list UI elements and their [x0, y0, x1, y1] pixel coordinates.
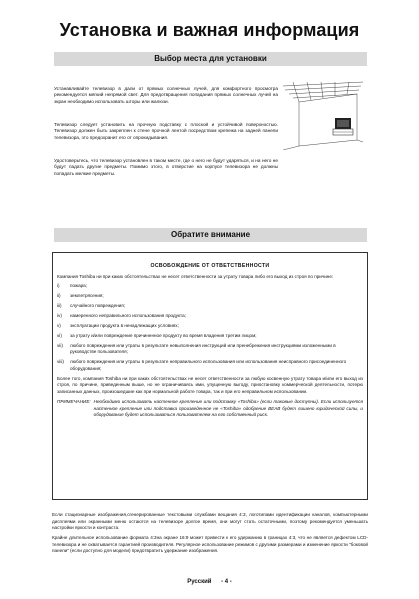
placement-paragraph-2: Телевизор следует установить на прочную подставку с плоской и устойчивой поверхностью. Телевизор должен быть закреплен к стене прочной лентой посредством крепежа на задней панели телевизора, это предохранит его от опрокидывания.	[54, 122, 278, 140]
placement-paragraph-1: Устанавливайте телевизор в дали от прямых солнечных лучей, для комфортного просмотра рекомендуется мягкий непрямой свет. Для предотвращения попадания прямых солнечных лучей на экран необходимо использовать шторы или жалюзи.	[54, 86, 278, 104]
disclaimer-title: ОСВОБОЖДЕНИЕ ОТ ОТВЕТСТВЕННОСТИ	[150, 263, 270, 269]
disclaimer-item: ii) землетрясения;	[57, 293, 104, 299]
disclaimer-item: v) эксплуатации продукта в ненадлежащих условиях;	[57, 322, 179, 328]
disclaimer-item: iv) намеренного неправильного использования продукта;	[57, 312, 186, 318]
tv-icon	[333, 118, 353, 135]
footer-page-number: - 4 -	[221, 579, 232, 585]
section-header-attention: Обратите внимание	[54, 228, 367, 242]
footer-language: Русский	[187, 579, 212, 585]
placement-paragraph-3: Удостоверьтесь, что телевизор установлен в таком месте, где о него не будут ударяться, и на него не будут падать другие предметы. Помимо этого, в отверстие на корпусе телевизора не должны попадать мелкие предметы.	[54, 158, 278, 176]
image-retention-paragraph: Если стационарные изображения,сгенерированные текстовыми службами вещания 4:3, логотипами идентификации каналов, компьютерными дисплеями или экранными меню остаются на телевизоре долгое время, они могут стать остаточными, поэтому рекомендуется уменьшать настройки яркости и контраста.	[52, 512, 368, 531]
disclaimer-item: iii) случайного повреждения;	[57, 302, 126, 308]
disclaimer-item: vi) за утрату и/или повреждение причиненное продукту во время владения третим лицом;	[57, 332, 257, 338]
note-body: Необходимо использовать настенное крепление или подставку «Toshiba» (если таковые доступны). Если используется настенное крепление или подставка произведенное не «Toshiba» одобрение BEAB будет лишено юридической силы, и оборудование будет использоваться пользователем на его собственный риск.	[93, 399, 363, 418]
disclaimer-item: viii) любого повреждения или утраты в результате неправильного использования или использования неисправного присоединенного оборудования;	[57, 359, 347, 371]
page-title: Установка и важная информация	[59, 20, 360, 40]
disclaimer-consequential: Более того, компания Toshiba ни при каких обстоятельствах не несет ответственности за любую косвенную утрату товара и/или его выход из строя, по причине, приведенным выше, но не ограничиваясь ими, упущенную выгоду, приостановку коммерческой деятельности, потерю записанных данных, произошедшие как при нормальной работе товара, так и при его неправильном использовании.	[57, 375, 363, 394]
aspect-ratio-paragraph: Крайне длительное использование формата 4:3на экране 16:9 может привести к его удержанию в границах 4:3, что не является дефектом LCD-телевизора и не охватывается гарантией производителя. Регулярное использование режимов с другими размерами и изменение яркости "боковой панели" (если доступно для модели) предотвратить удержание изображения.	[52, 535, 368, 554]
tv-room-illustration	[283, 80, 363, 150]
disclaimer-item: i) пожара;	[57, 283, 88, 289]
disclaimer-note	[57, 399, 363, 419]
disclaimer-box	[52, 252, 368, 500]
section-header-placement: Выбор места для установки	[54, 52, 367, 66]
note-label: ПРИМЕЧАНИЕ:	[57, 399, 91, 405]
disclaimer-lead: Компания Toshiba ни при каких обстоятельствах не несет ответственности за утрату товара либо его выход из строя по причине:	[57, 273, 334, 279]
disclaimer-item: vii) любого повреждения или утраты в результате невыполнения инструкций или пренебрежения инструкциями изложенными в руководстве пользователя;	[57, 342, 336, 355]
page-footer	[0, 579, 419, 585]
